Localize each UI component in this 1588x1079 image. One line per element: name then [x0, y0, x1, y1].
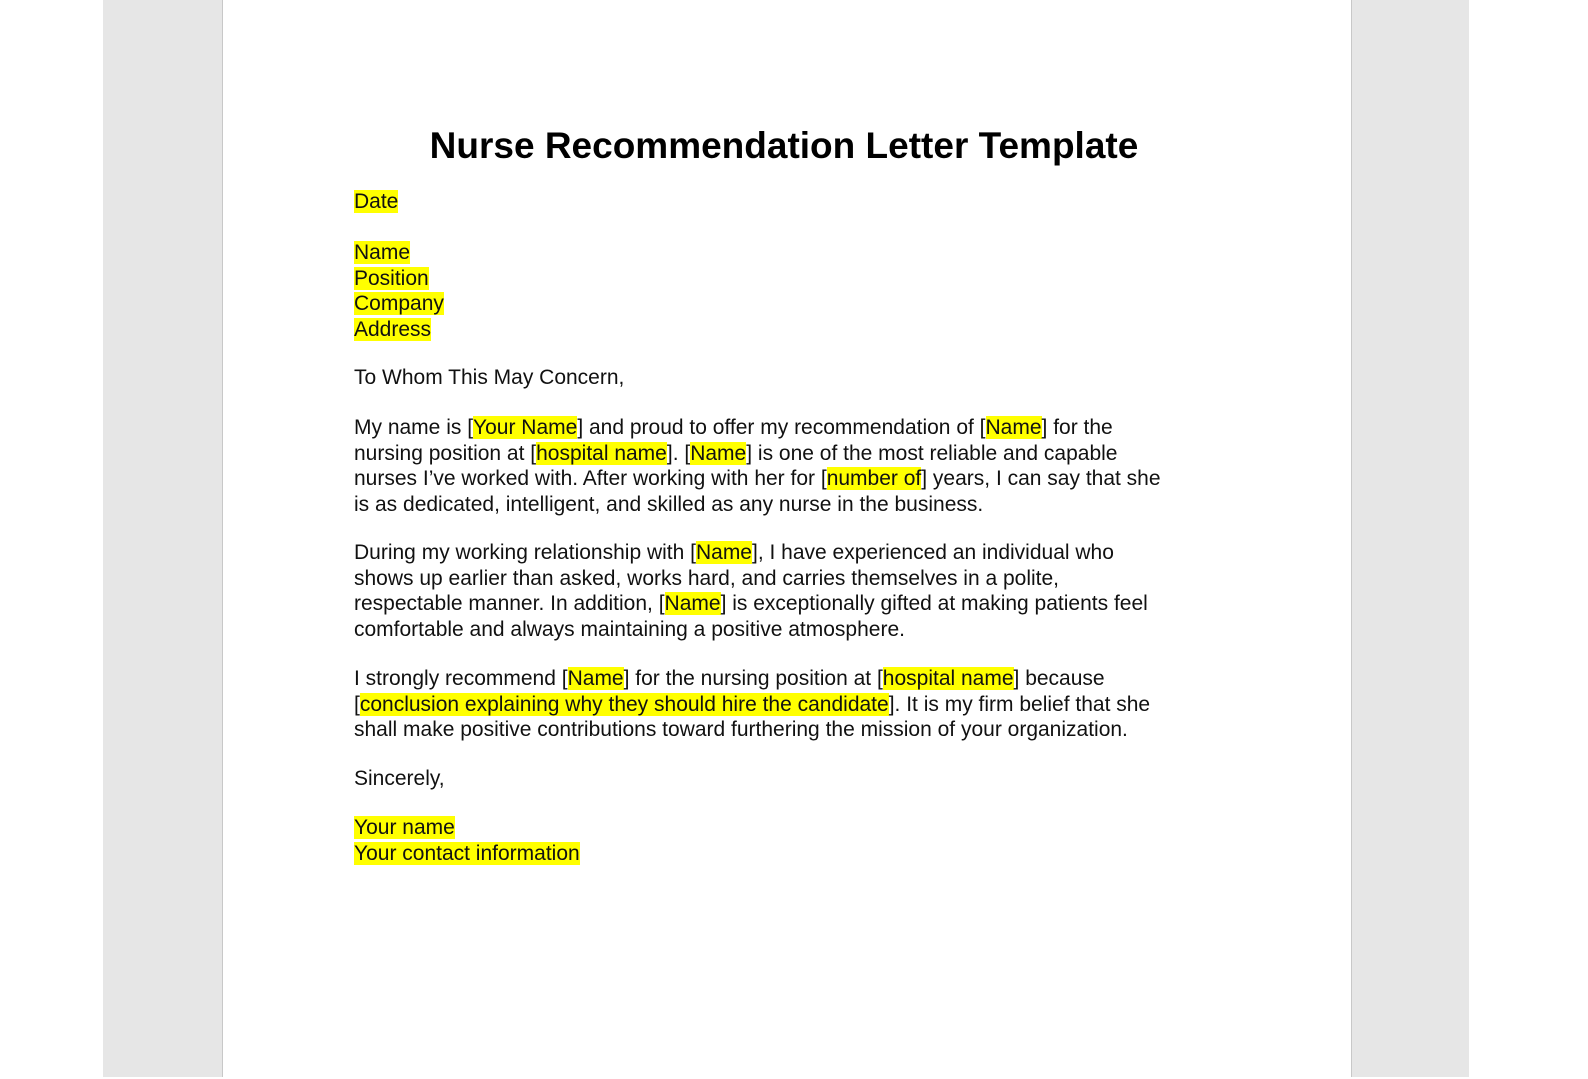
signature-name: Your name [354, 816, 455, 839]
field-name: Name [695, 541, 752, 564]
field-your-name: Your Name [473, 416, 578, 439]
field-name: Name [664, 592, 721, 615]
closing: Sincerely, [354, 767, 445, 790]
recipient-address: Address [354, 317, 432, 341]
paragraph-3-line: I strongly recommend [Name] for the nursing position at [hospital name] because [354, 667, 1105, 690]
paragraph-2-line: During my working relationship with [Name], I have experienced an individual who [354, 541, 1114, 564]
paragraph-3-line: [conclusion explaining why they should hire the candidate]. It is my firm belief that she [354, 692, 1151, 716]
paragraph-1-line: nurses I’ve worked with. After working with her for [number of] years, I can say that she [354, 467, 1161, 490]
recipient-block [354, 240, 444, 342]
paragraph-2 [354, 540, 1148, 642]
field-name: Name [985, 416, 1042, 439]
paragraph-1-line: is as dedicated, intelligent, and skilled as any nurse in the business. [354, 492, 984, 516]
field-conclusion: conclusion explaining why they should hire the candidate [359, 692, 889, 716]
recipient-name: Name [354, 241, 411, 264]
document-title: Nurse Recommendation Letter Template [429, 125, 1139, 166]
field-hospital-name: hospital name [536, 441, 667, 465]
signature-block [354, 815, 580, 866]
paragraph-3-line: shall make positive contributions toward furthering the mission of your organization. [354, 718, 1128, 741]
paragraph-1 [354, 415, 1161, 517]
signature-contact: Your contact information [354, 841, 580, 865]
paragraph-2-line: respectable manner. In addition, [Name] is exceptionally gifted at making patients feel [354, 592, 1148, 615]
paragraph-2-line: shows up earlier than asked, works hard, and carries themselves in a polite, [354, 566, 1060, 590]
date-block [354, 189, 398, 215]
field-hospital-name: hospital name [882, 667, 1014, 690]
field-name: Name [567, 667, 624, 690]
date-placeholder: Date [354, 190, 399, 213]
field-number-of: number of [826, 467, 922, 490]
paragraph-1-line: nursing position at [hospital name]. [Name] is one of the most reliable and capable [354, 441, 1118, 465]
paragraph-3 [354, 666, 1150, 743]
field-name: Name [690, 441, 747, 465]
paragraph-1-line: My name is [Your Name] and proud to offer my recommendation of [Name] for the [354, 416, 1113, 439]
salutation: To Whom This May Concern, [354, 366, 625, 389]
paragraph-2-line: comfortable and always maintaining a positive atmosphere. [354, 617, 905, 641]
recipient-company: Company [354, 292, 444, 315]
recipient-position: Position [354, 266, 429, 290]
